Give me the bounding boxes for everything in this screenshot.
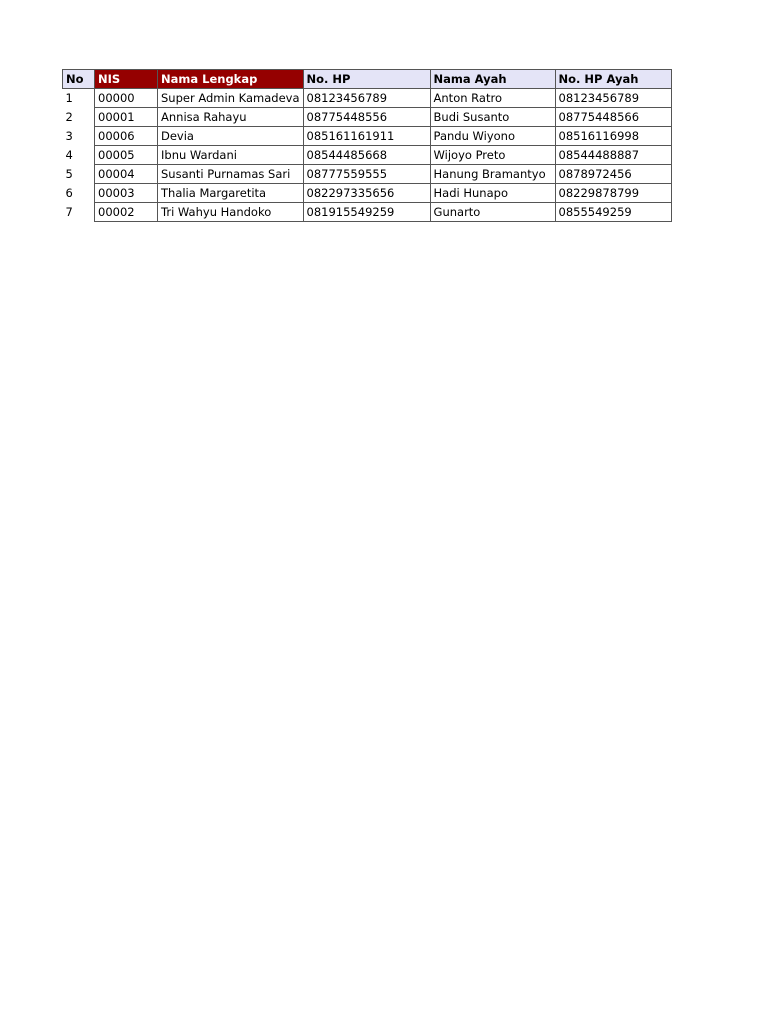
header-no-hp: No. HP bbox=[303, 70, 430, 89]
row-number: 4 bbox=[65, 148, 73, 162]
nama-lengkap-cell: Devia bbox=[158, 127, 304, 146]
table-row bbox=[63, 146, 672, 165]
nis-cell: 00002 bbox=[95, 203, 158, 222]
row-number: 7 bbox=[65, 205, 73, 219]
row-number: 5 bbox=[65, 167, 73, 181]
row-number: 2 bbox=[65, 110, 73, 124]
nama-ayah-cell: Hanung Bramantyo bbox=[430, 165, 555, 184]
header-nama-ayah: Nama Ayah bbox=[430, 70, 555, 89]
nama-lengkap-cell: Ibnu Wardani bbox=[158, 146, 304, 165]
nama-lengkap-cell: Tri Wahyu Handoko bbox=[158, 203, 304, 222]
no-hp-cell: 081915549259 bbox=[303, 203, 430, 222]
header-nama-lengkap: Nama Lengkap bbox=[158, 70, 304, 89]
nama-ayah-cell: Hadi Hunapo bbox=[430, 184, 555, 203]
no-hp-cell: 08544485668 bbox=[303, 146, 430, 165]
no-hp-cell: 085161161911 bbox=[303, 127, 430, 146]
no-hp-cell: 08123456789 bbox=[303, 89, 430, 108]
nis-cell: 00006 bbox=[95, 127, 158, 146]
no-hp-ayah-cell: 08775448566 bbox=[555, 108, 671, 127]
table-row bbox=[63, 184, 672, 203]
no-hp-ayah-cell: 0855549259 bbox=[555, 203, 671, 222]
table-row bbox=[63, 89, 672, 108]
header-nis: NIS bbox=[95, 70, 158, 89]
table-row bbox=[63, 127, 672, 146]
nis-cell: 00001 bbox=[95, 108, 158, 127]
nama-lengkap-cell: Thalia Margaretita bbox=[158, 184, 304, 203]
row-number: 3 bbox=[65, 129, 73, 143]
table-row bbox=[63, 165, 672, 184]
nama-lengkap-cell: Super Admin Kamadeva bbox=[158, 89, 304, 108]
nama-ayah-cell: Budi Susanto bbox=[430, 108, 555, 127]
nama-ayah-cell: Anton Ratro bbox=[430, 89, 555, 108]
no-hp-ayah-cell: 08516116998 bbox=[555, 127, 671, 146]
table-row bbox=[63, 108, 672, 127]
header-row bbox=[63, 70, 672, 89]
nis-cell: 00003 bbox=[95, 184, 158, 203]
nama-lengkap-cell: Susanti Purnamas Sari bbox=[158, 165, 304, 184]
header-no: No bbox=[63, 70, 95, 89]
no-hp-ayah-cell: 08229878799 bbox=[555, 184, 671, 203]
nama-ayah-cell: Gunarto bbox=[430, 203, 555, 222]
student-table bbox=[62, 69, 672, 222]
nama-ayah-cell: Wijoyo Preto bbox=[430, 146, 555, 165]
nis-cell: 00005 bbox=[95, 146, 158, 165]
no-hp-cell: 082297335656 bbox=[303, 184, 430, 203]
no-hp-cell: 08775448556 bbox=[303, 108, 430, 127]
nis-cell: 00000 bbox=[95, 89, 158, 108]
nama-ayah-cell: Pandu Wiyono bbox=[430, 127, 555, 146]
header-no-hp-ayah: No. HP Ayah bbox=[555, 70, 671, 89]
no-hp-ayah-cell: 08544488887 bbox=[555, 146, 671, 165]
row-number: 6 bbox=[65, 186, 73, 200]
no-hp-cell: 08777559555 bbox=[303, 165, 430, 184]
nis-cell: 00004 bbox=[95, 165, 158, 184]
no-hp-ayah-cell: 0878972456 bbox=[555, 165, 671, 184]
row-number: 1 bbox=[65, 91, 73, 106]
nama-lengkap-cell: Annisa Rahayu bbox=[158, 108, 304, 127]
table-row bbox=[63, 203, 672, 222]
no-hp-ayah-cell: 08123456789 bbox=[555, 89, 671, 108]
